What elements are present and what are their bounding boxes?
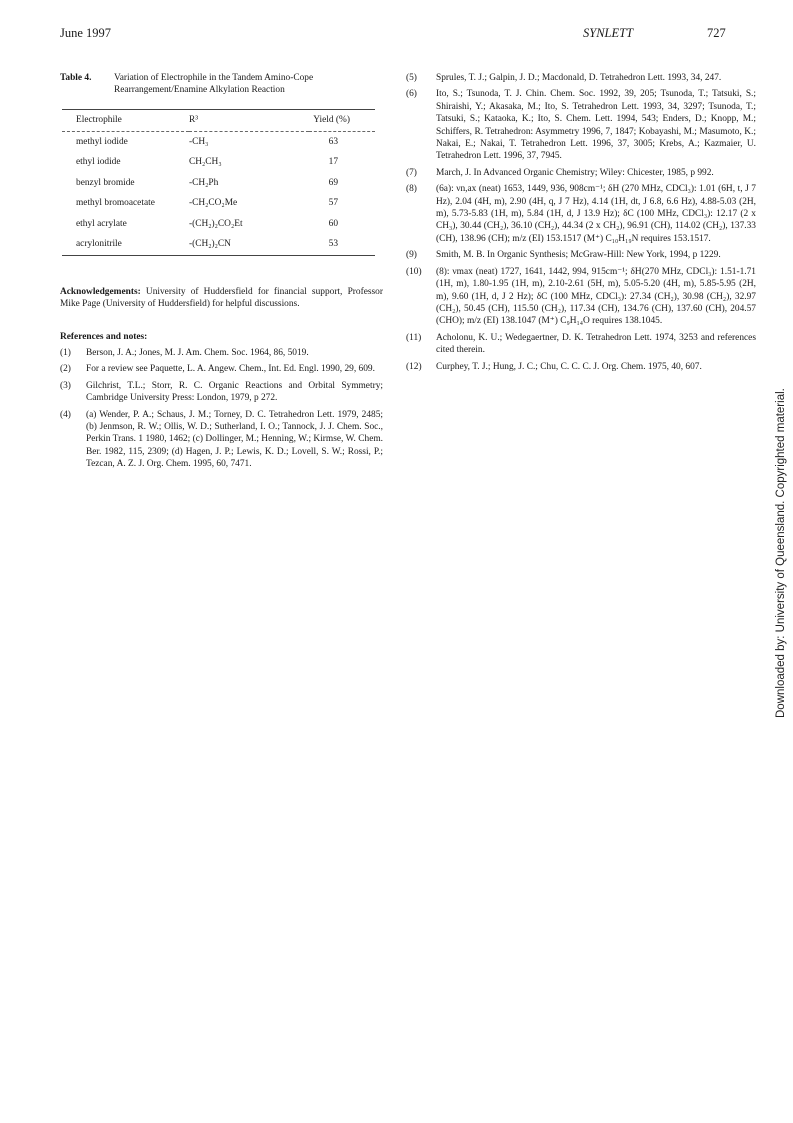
reference-number: (10)	[406, 266, 422, 277]
reference-item	[60, 363, 383, 375]
reference-text: Curphey, T. J.; Hung, J. C.; Chu, C. C. C. J. Org. Chem. 1975, 40, 607.	[436, 361, 702, 372]
cell-electrophile: methyl bromoacetate	[76, 198, 155, 209]
table-caption	[60, 72, 383, 97]
reference-item	[406, 266, 756, 328]
reference-item	[406, 361, 756, 373]
reference-text: Sprules, T. J.; Galpin, J. D.; Macdonald, D. Tetrahedron Lett. 1993, 34, 247.	[436, 73, 722, 83]
table-row	[62, 152, 375, 173]
table-label: Table 4.	[60, 73, 92, 83]
table-row	[62, 131, 375, 152]
table-row	[62, 193, 375, 214]
references-heading: References and notes:	[60, 331, 148, 342]
reference-number: (4)	[60, 409, 71, 420]
col-header-r3: R³	[189, 115, 199, 126]
col-header-yield: Yield (%)	[313, 115, 350, 126]
reference-number: (8)	[406, 184, 417, 195]
reference-text: Smith, M. B. In Organic Synthesis; McGraw-Hill: New York, 1994, p 1229.	[436, 250, 721, 261]
reference-number: (6)	[406, 89, 417, 100]
table-row	[62, 173, 375, 194]
cell-electrophile: ethyl acrylate	[76, 218, 127, 229]
cell-r3: CH₂CH₃	[189, 157, 222, 168]
running-date: June 1997	[60, 26, 112, 40]
reference-item	[406, 249, 756, 261]
reference-text: Gilchrist, T.L.; Storr, R. C. Organic Reactions and Orbital Symmetry; Cambridge University Press: London, 1979, p 272.	[86, 380, 383, 404]
table-header-row	[62, 109, 375, 131]
page-number: 727	[707, 26, 726, 40]
reference-item	[406, 332, 756, 357]
reference-text: Acholonu, K. U.; Wedegaertner, D. K. Tetrahedron Lett. 1974, 3253 and references cited therein.	[436, 332, 756, 356]
reference-number: (7)	[406, 167, 417, 178]
reference-number: (11)	[406, 332, 422, 343]
reference-text: (8): νmax (neat) 1727, 1641, 1442, 994, 915cm⁻¹; δH(270 MHz, CDCl₃): 1.51-1.71 (1H, m), 1.80-1.95 (1H, m), 2.10-2.61 (5H, m), 5.05-5.20 (4H, m), 5.85-5.95 (2H, m), 9.60 (1H, d, J 2 Hz); δC (100 MHz, CDCl₃): 27.34 (CH₂), 30.98 (CH₂), 32.97 (CH₂), 50.45 (CH), 115.50 (CH₂), 117.34 (CH), 134.76 (CH), 137.60 (CH), 204.57 (CHO); m/z (EI) 138.1047 (M⁺) C₉H₁₄O requires 138.1045.	[436, 266, 756, 327]
reference-item	[406, 167, 756, 179]
acknowledgements	[60, 286, 383, 311]
cell-electrophile: benzyl bromide	[76, 177, 135, 188]
reference-item	[406, 72, 756, 84]
reference-number: (1)	[60, 348, 71, 359]
table-caption-text: Variation of Electrophile in the Tandem Amino-Cope Rearrangement/Enamine Alkylation Reaction	[114, 73, 314, 96]
reference-item	[60, 347, 383, 359]
reference-item	[406, 183, 756, 245]
reference-number: (2)	[60, 364, 71, 375]
right-column	[406, 72, 756, 377]
cell-r3: -CH₂CO₂Me	[189, 198, 238, 209]
col-header-electrophile: Electrophile	[76, 115, 122, 126]
table-row	[62, 234, 375, 255]
acknowledgements-heading: Acknowledgements:	[60, 286, 141, 297]
reference-text: (6a): νn,ax (neat) 1653, 1449, 936, 908cm⁻¹; δH (270 MHz, CDCl₃): 1.01 (6H, t, J 7 Hz), 2.04 (4H, m), 2.90 (4H, q, J 7 Hz), 4.14 (1H, dt, J 6.8, 6.6 Hz), 4.88-5.03 (2H, m), 5.73-5.83 (1H, m), 5.84 (1H, d, J 13.9 Hz); δC (100 MHz, CDCl₃): 12.17 (2 x CH₃), 30.44 (CH₂), 36.10 (CH₂), 44.34 (2 x CH₂), 96.91 (CH), 114.02 (CH₂), 137.33 (CH), 138.96 (CH); m/z (EI) 153.1517 (M⁺) C₁₀H₁₉N requires 153.1517.	[436, 184, 756, 244]
cell-r3: -(CH₂)₂CO₂Et	[189, 218, 243, 229]
reference-number: (9)	[406, 250, 417, 261]
cell-yield: 57	[328, 198, 338, 209]
cell-r3: -CH₃	[189, 136, 209, 147]
reference-text: March, J. In Advanced Organic Chemistry; Wiley: Chicester, 1985, p 992.	[436, 167, 714, 178]
reference-number: (3)	[60, 380, 71, 391]
reference-text: For a review see Paquette, L. A. Angew. Chem., Int. Ed. Engl. 1990, 29, 609.	[86, 364, 375, 375]
left-column	[60, 72, 383, 475]
cell-electrophile: methyl iodide	[76, 136, 128, 147]
cell-yield: 17	[328, 157, 338, 168]
reference-item	[60, 409, 383, 471]
reference-text: (a) Wender, P. A.; Schaus, J. M.; Torney, D. C. Tetrahedron Lett. 1979, 2485; (b) Jenmson, R. W.; Ollis, W. D.; Sutherland, I. O.; Tannock, J. J. Chem. Soc., Perkin Trans. 1 1980, 1462; (c) Dollinger, M.; Henning, W.; Kirmse, W. Chem. Ber. 1982, 115, 2309; (d) Hagen, J. P.; Lewis, K. D.; Lovell, S. W.; Rossi, P.; Tezcan, A. Z. J. Org. Chem. 1995, 60, 7471.	[86, 409, 383, 470]
table-row	[62, 214, 375, 235]
cell-r3: -(CH₂)₂CN	[189, 234, 309, 255]
reference-number: (5)	[406, 73, 417, 83]
cell-yield: 63	[328, 136, 338, 147]
reference-item	[406, 88, 756, 162]
reference-number: (12)	[406, 361, 422, 372]
download-watermark: Downloaded by: University of Queensland. Copyrighted material.	[775, 388, 787, 718]
cell-r3: -CH₂Ph	[189, 177, 219, 188]
reference-item	[60, 380, 383, 405]
reference-text: Ito, S.; Tsunoda, T. J. Chin. Chem. Soc. 1992, 39, 205; Tsunoda, T.; Tatsuki, S.; Shiraishi, Y.; Akasaka, M.; Ito, S. Tetrahedron Lett. 1993, 34, 3297; Tsunoda, T.; Tatsuki, S.; Kataoka, K.; Ito, S. Chem. Lett. 1994, 543; Enders, D.; Knopp, M.; Schiffers, R. Tetrahedron: Asymmetry 1996, 7, 1847; Kobayashi, M.; Masumoto, K.; Nakai, E.; Nakai, T. Tetrahedron Lett. 1996, 37, 3005; Krebs, A.; Kazmaier, U. Tetrahedron Lett. 1996, 37, 7945.	[436, 89, 756, 162]
cell-yield: 69	[328, 177, 338, 188]
reference-text: Berson, J. A.; Jones, M. J. Am. Chem. Soc. 1964, 86, 5019.	[86, 348, 309, 359]
cell-electrophile: acrylonitrile	[62, 234, 189, 255]
cell-yield: 53	[309, 234, 375, 255]
cell-yield: 60	[328, 218, 338, 229]
yield-table	[62, 109, 375, 256]
journal-name: SYNLETT	[583, 26, 634, 40]
acknowledgements-text: University of Huddersfield for financial support, Professor Mike Page (University of Huddersfield) for helpful discussions.	[60, 286, 383, 310]
cell-electrophile: ethyl iodide	[76, 157, 121, 168]
